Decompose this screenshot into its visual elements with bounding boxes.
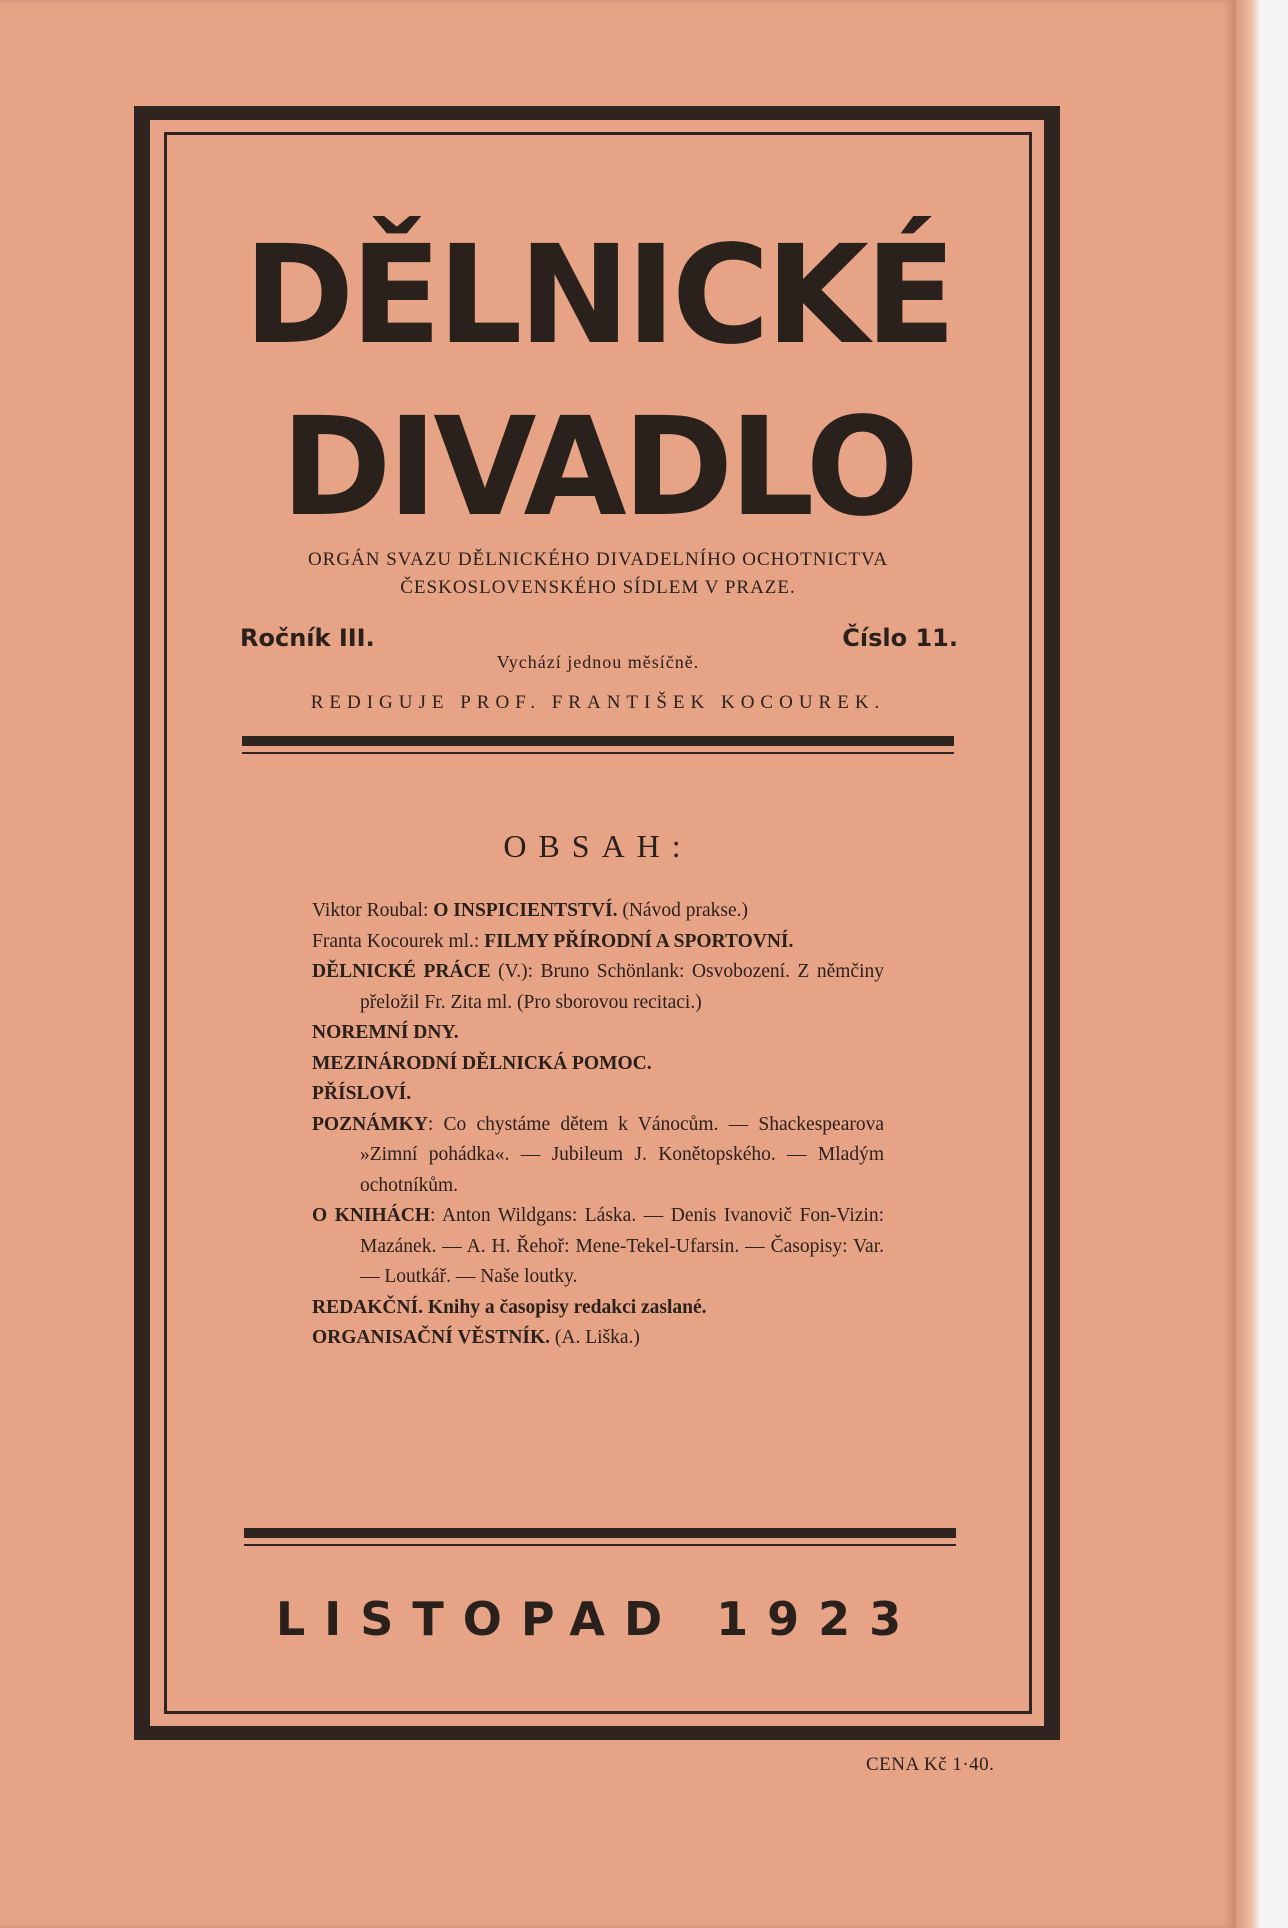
volume-label: Ročník III.	[240, 624, 375, 652]
contents-heading: OBSAH:	[503, 828, 693, 864]
contents-entry: O KNIHÁCH: Anton Wildgans: Láska. — Denis Ivanovič Fon-Vizin: Mazánek. — A. H. Řehoř: Mene-Tekel-Ufarsin. — Časopisy: Var. — Loutkář. — Naše loutky.	[312, 1205, 884, 1287]
bottom-divider-thick	[244, 1528, 956, 1538]
contents-entry: ORGANISAČNÍ VĚSTNÍK. (A. Liška.)	[312, 1327, 640, 1348]
contents-entry: POZNÁMKY: Co chystáme dětem k Vánocům. — Shackespearova »Zimní pohádka«. — Jubileum J. Konětopského. — Mladým ochotníkům.	[312, 1113, 884, 1196]
price-label: CENA Kč 1·40.	[866, 1754, 995, 1775]
top-divider-thin	[242, 752, 954, 754]
top-divider-thick	[242, 736, 954, 746]
contents-entry: REDAKČNÍ. Knihy a časopisy redakci zaslané.	[312, 1296, 707, 1318]
frequency-note: Vychází jednou měsíčně.	[496, 652, 700, 672]
contents-entry: Franta Kocourek ml.: FILMY PŘÍRODNÍ A SPORTOVNÍ.	[312, 930, 794, 952]
bottom-divider-thin	[244, 1544, 956, 1546]
contents-entry: MEZINÁRODNÍ DĚLNICKÁ POMOC.	[312, 1052, 652, 1074]
issue-number: Číslo 11.	[842, 624, 958, 652]
issue-date: LISTOPAD 1923	[275, 1592, 921, 1646]
contents-entry: DĚLNICKÉ PRÁCE (V.): Bruno Schönlank: Osvobození. Z němčiny přeložil Fr. Zita ml. (Pro sborovou recitaci.)	[312, 961, 884, 1013]
contents-entry: PŘÍSLOVÍ.	[312, 1083, 412, 1104]
subtitle-line-1: ORGÁN SVAZU DĚLNICKÉHO DIVADELNÍHO OCHOTNICTVA	[307, 549, 889, 570]
masthead-line-1: DĚLNICKÉ	[243, 217, 953, 375]
contents-entry: NOREMNÍ DNY.	[312, 1022, 459, 1043]
paper-edge	[1236, 0, 1260, 1928]
contents-entry: Viktor Roubal: O INSPICIENTSTVÍ. (Návod prakse.)	[312, 900, 748, 921]
subtitle-line-2: ČESKOSLOVENSKÉHO SÍDLEM V PRAZE.	[400, 577, 796, 598]
masthead-line-2: DIVADLO	[280, 389, 916, 547]
editor-line: REDIGUJE PROF. FRANTIŠEK KOCOUREK.	[310, 692, 886, 713]
contents-list	[312, 896, 884, 1354]
